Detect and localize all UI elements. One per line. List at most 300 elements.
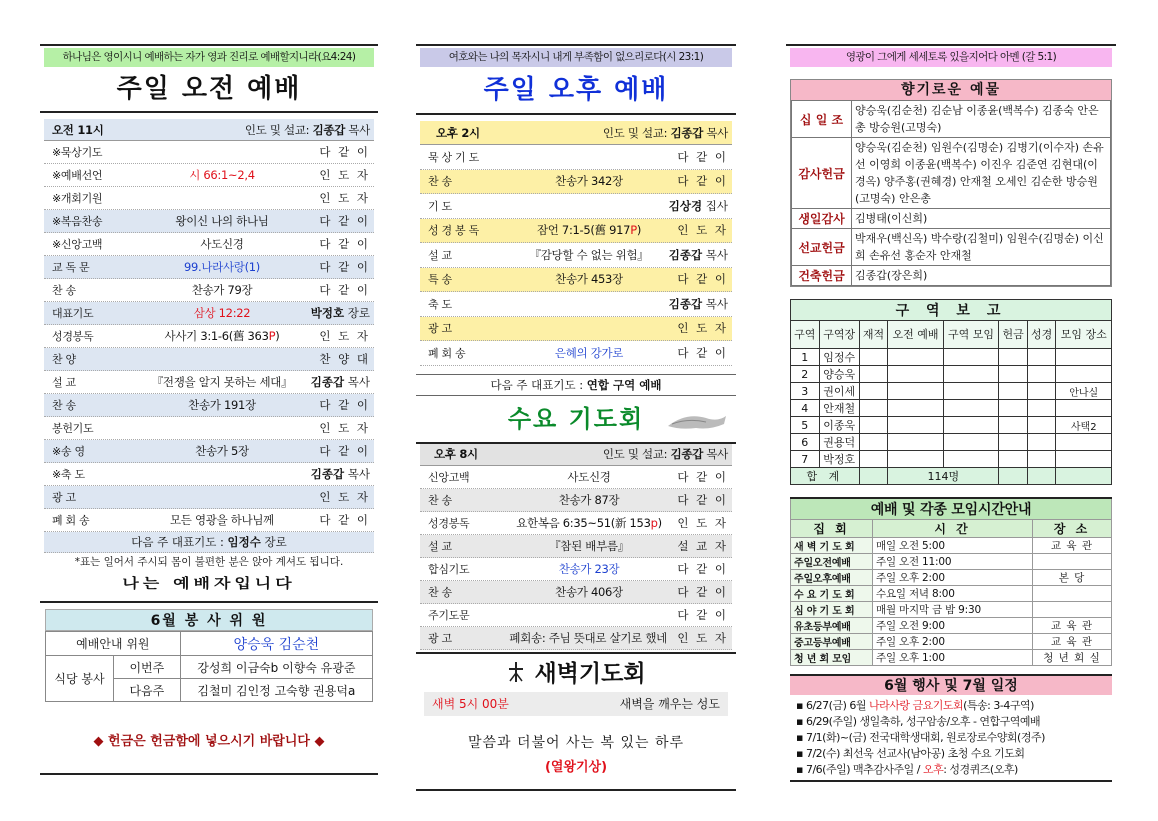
row-person: 다 같 이	[677, 272, 728, 287]
row-person: 인 도 자	[319, 168, 370, 182]
district-title-row	[791, 300, 1112, 321]
district-row	[791, 434, 1112, 451]
wednesday-title: 수요 기도회	[507, 404, 645, 433]
service-row	[420, 292, 732, 317]
row-content: 찬송가 342장	[555, 174, 623, 189]
district-cell	[1027, 434, 1056, 451]
row-item: 폐 회 송	[428, 346, 466, 360]
district-total: 114명	[888, 468, 999, 485]
divider	[786, 44, 1116, 46]
daily-verse-source: (열왕기상)	[544, 759, 608, 775]
district-cell: 사택2	[1056, 417, 1112, 434]
right-column	[786, 44, 1116, 782]
district-row	[791, 383, 1112, 400]
times-meeting: 주일오후예배	[791, 570, 873, 586]
times-row	[791, 570, 1112, 586]
times-time: 주일 오전 9:00	[873, 618, 1033, 634]
district-header: 구역 모임	[943, 321, 999, 349]
times-title-row	[791, 498, 1112, 520]
row-item: 성경봉독	[52, 330, 94, 343]
service-row	[420, 268, 732, 293]
row-item: 설 교	[428, 539, 452, 553]
row-content: 『전쟁을 알지 못하는 세대』	[151, 375, 293, 389]
row-item: 성경봉독	[428, 516, 470, 530]
district-cell: 안재철	[819, 400, 859, 417]
next-week-label: 다음주	[114, 679, 181, 702]
row-content: 찬송가 87장	[558, 492, 620, 507]
district-cell: 2	[791, 366, 820, 383]
committee-title: 6월 봉 사 위 원	[45, 609, 373, 631]
service-row	[420, 145, 732, 170]
row-content: 은혜의 강가로	[554, 345, 624, 360]
offering-type: 건축헌금	[792, 266, 852, 286]
service-leader: 인도 및 설교: 김종갑 목사	[602, 125, 728, 140]
times-time: 수요일 저녁 8:00	[873, 586, 1033, 602]
district-cell: 권이세	[819, 383, 859, 400]
event-item: ▪ 7/2(수) 최선욱 선교사(남아공) 초청 수요 기도회	[796, 747, 1025, 760]
row-item: 묵 상 기 도	[428, 150, 479, 164]
meeting-times	[790, 497, 1112, 666]
district-header: 재적	[859, 321, 888, 349]
row-content: 찬송가 23장	[558, 561, 620, 576]
service-row	[420, 243, 732, 268]
events-section	[790, 674, 1112, 778]
service-row	[420, 627, 732, 650]
district-total-row	[791, 468, 1112, 485]
service-leader: 인도 및 설교: 김종갑 목사	[602, 447, 728, 461]
district-cell	[943, 434, 999, 451]
times-place: 교 육 관	[1033, 634, 1112, 650]
row-person: 다 같 이	[677, 492, 728, 507]
this-week-names: 강성희 이금숙b 이향숙 유광준	[180, 656, 372, 679]
district-cell: 이종욱	[819, 417, 859, 434]
district-row	[791, 451, 1112, 468]
district-row	[791, 400, 1112, 417]
district-header: 성경	[1027, 321, 1056, 349]
row-item: 특 송	[428, 273, 452, 287]
district-cell	[1056, 451, 1112, 468]
row-person: 김종갑 목사	[668, 247, 728, 262]
row-item: 찬 송	[52, 284, 76, 297]
divider	[40, 111, 378, 113]
event-item: ▪ 7/6(주일) 맥추감사주일 / 오후: 성경퀴즈(오후)	[796, 763, 1018, 776]
service-row	[44, 164, 374, 187]
row-person: 김상경 집사	[668, 198, 728, 213]
row-item: ※묵상기도	[52, 146, 103, 159]
divider	[416, 44, 736, 46]
times-time: 매일 오전 5:00	[873, 538, 1033, 554]
row-item: 축 도	[428, 297, 452, 311]
row-person: 다 같 이	[319, 145, 370, 159]
divider	[40, 773, 378, 775]
times-row	[791, 650, 1112, 666]
district-cell	[1056, 349, 1112, 366]
district-cell	[999, 434, 1028, 451]
district-cell	[859, 468, 888, 485]
district-cell	[943, 383, 999, 400]
service-row	[420, 317, 732, 342]
row-item: 교 독 문	[52, 261, 90, 274]
district-cell: 4	[791, 400, 820, 417]
row-person: 인 도 자	[319, 191, 370, 205]
district-cell	[1056, 400, 1112, 417]
row-item: 설 교	[52, 376, 76, 389]
district-cell	[999, 400, 1028, 417]
district-cell	[943, 451, 999, 468]
row-item: 광 고	[428, 631, 452, 645]
slogan: 나는 예배자입니다	[122, 576, 296, 592]
row-person: 다 같 이	[677, 584, 728, 599]
district-cell	[1027, 383, 1056, 400]
dawn-time: 새벽 5시 00분	[432, 696, 509, 711]
times-header: 장 소	[1033, 520, 1112, 538]
district-cell	[888, 400, 944, 417]
offering-type: 감사헌금	[792, 138, 852, 209]
wednesday-order	[420, 466, 732, 650]
times-time: 주일 오후 2:00	[873, 570, 1033, 586]
times-time: 주일 오전 11:00	[873, 554, 1033, 570]
middle-column	[416, 44, 736, 791]
row-person: 다 같 이	[677, 607, 728, 622]
offering-type: 생일감사	[792, 209, 852, 229]
district-cell	[943, 400, 999, 417]
divider	[416, 789, 736, 791]
dawn-info	[424, 692, 728, 716]
row-item: 주기도문	[428, 608, 470, 622]
row-person: 인 도 자	[677, 321, 728, 336]
event-item: ▪ 7/1(화)~(금) 전국대학생대회, 원로장로수양회(경주)	[796, 731, 1045, 744]
row-person: 박정호 장로	[310, 306, 370, 320]
service-row	[420, 489, 732, 512]
service-row	[420, 604, 732, 627]
row-item: 찬 송	[428, 585, 452, 599]
offering-row	[792, 229, 1111, 266]
row-person: 설 교 자	[677, 538, 728, 553]
offering-names: 박재우(백신옥) 박수랑(김철미) 임원수(김명순) 이신희 손유선 홍순자 안재철	[852, 229, 1111, 266]
times-meeting: 유초등부예배	[791, 618, 873, 634]
times-title: 예배 및 각종 모임시간안내	[791, 498, 1112, 520]
praying-hands-icon	[666, 410, 728, 432]
district-total-label: 합 계	[791, 468, 860, 485]
event-item: ▪ 6/27(금) 6월 나라사랑 금요기도회(특송: 3-4구역)	[796, 699, 1034, 712]
service-row	[44, 325, 374, 348]
times-header-row	[791, 520, 1112, 538]
district-cell	[859, 400, 888, 417]
service-row	[420, 341, 732, 366]
district-cell	[1056, 434, 1112, 451]
offering-names: 양승욱(김순천) 김순남 이종윤(백복수) 김종숙 안은총 방승원(고명숙)	[852, 101, 1111, 138]
district-cell	[999, 417, 1028, 434]
service-row	[420, 581, 732, 604]
district-cell: 6	[791, 434, 820, 451]
row-person: 다 같 이	[319, 260, 370, 274]
row-person: 인 도 자	[319, 421, 370, 435]
row-person: 다 같 이	[677, 469, 728, 484]
row-item: 설 교	[428, 248, 452, 262]
district-cell: 5	[791, 417, 820, 434]
district-cell	[1027, 468, 1056, 485]
left-column	[40, 44, 378, 775]
district-cell: 3	[791, 383, 820, 400]
row-person: 김종갑 목사	[668, 296, 728, 311]
row-content: 폐회송: 주님 뜻대로 살기로 했네	[509, 630, 667, 645]
row-content: 삼상 12:22	[193, 306, 251, 320]
times-header: 시 간	[873, 520, 1033, 538]
offering-names: 양승욱(김순천) 임원수(김명순) 김병기(이수자) 손유선 이영희 이종윤(백복수) 이진우 김준연 김현대(이경옥) 양주홍(권혜경) 안재철 오세인 김순한 방승원(고명숙) 안은총	[852, 138, 1111, 209]
row-person: 다 같 이	[677, 149, 728, 164]
row-person: 인 도 자	[319, 329, 370, 343]
district-cell	[1027, 366, 1056, 383]
row-item: 대표기도	[52, 307, 94, 320]
service-header	[420, 121, 732, 145]
district-cell	[888, 349, 944, 366]
offering-row	[792, 266, 1111, 286]
row-person: 인 도 자	[677, 515, 728, 530]
service-row	[44, 233, 374, 256]
row-item: 광 고	[52, 491, 76, 504]
event-item: ▪ 6/29(주일) 생일축하, 성구암송/오후 - 연합구역예배	[796, 715, 1041, 728]
service-committee	[45, 609, 373, 702]
row-item: ※복음찬송	[52, 215, 103, 228]
times-time: 매월 마지막 금 밤 9:30	[873, 602, 1033, 618]
divider	[40, 44, 378, 46]
district-cell: 7	[791, 451, 820, 468]
row-content: 찬송가 5장	[195, 444, 249, 458]
row-item: ※개회기원	[52, 192, 103, 205]
offering-row	[792, 138, 1111, 209]
cross-icon	[506, 661, 526, 683]
row-item: 폐 회 송	[52, 514, 90, 527]
district-row	[791, 349, 1112, 366]
row-item: 찬 송	[428, 175, 452, 189]
times-time: 주일 오후 1:00	[873, 650, 1033, 666]
service-header	[44, 119, 374, 141]
divider	[40, 601, 378, 603]
row-content: 사도신경	[567, 469, 611, 484]
times-meeting: 청 년 회 모임	[791, 650, 873, 666]
row-person: 인 도 자	[319, 490, 370, 504]
offering-type: 선교헌금	[792, 229, 852, 266]
row-content: 찬송가 191장	[188, 398, 256, 412]
service-row	[44, 302, 374, 325]
district-cell: 박정호	[819, 451, 859, 468]
service-row	[44, 210, 374, 233]
row-item: 찬 양	[52, 353, 76, 366]
row-person: 다 같 이	[677, 345, 728, 360]
district-cell: 권용덕	[819, 434, 859, 451]
order-of-service	[420, 145, 732, 366]
times-meeting: 중고등부예배	[791, 634, 873, 650]
service-row	[420, 512, 732, 535]
row-item: ※축 도	[52, 468, 85, 481]
times-place	[1033, 586, 1112, 602]
district-cell	[888, 383, 944, 400]
order-of-service	[44, 141, 374, 532]
district-cell	[859, 349, 888, 366]
district-cell	[999, 366, 1028, 383]
service-row	[44, 417, 374, 440]
offering-note: ◆ 헌금은 헌금함에 넣으시기 바랍니다 ◆	[93, 734, 325, 749]
guide-names: 양승욱 김순천	[180, 632, 372, 656]
district-cell	[859, 417, 888, 434]
times-row	[791, 586, 1112, 602]
divider	[416, 113, 736, 115]
row-item: ※예배선언	[52, 169, 103, 182]
district-report	[790, 299, 1112, 485]
times-time: 주일 오후 2:00	[873, 634, 1033, 650]
row-item: 찬 송	[428, 493, 452, 507]
district-cell	[999, 468, 1028, 485]
district-cell	[1056, 366, 1112, 383]
district-cell	[888, 451, 944, 468]
service-row	[420, 466, 732, 489]
offering-type: 십 일 조	[792, 101, 852, 138]
district-cell: 안나실	[1056, 383, 1112, 400]
row-item: 봉헌기도	[52, 422, 94, 435]
row-person: 다 같 이	[677, 561, 728, 576]
dawn-people: 새벽을 깨우는 성도	[619, 696, 720, 711]
row-content: 왕이신 나의 하나님	[175, 214, 269, 228]
row-person: 인 도 자	[677, 630, 728, 645]
times-meeting: 심 야 기 도 회	[791, 602, 873, 618]
district-cell	[888, 366, 944, 383]
district-cell	[859, 451, 888, 468]
service-row	[44, 463, 374, 486]
row-content: 찬송가 453장	[555, 272, 623, 287]
standing-note: *표는 일어서 주시되 몸이 불편한 분은 앉아 계셔도 됩니다.	[74, 556, 344, 568]
times-header: 집 회	[791, 520, 873, 538]
times-place: 교 육 관	[1033, 618, 1112, 634]
district-header: 오전 예배	[888, 321, 944, 349]
times-place: 본 당	[1033, 570, 1112, 586]
service-time: 오전 11시	[52, 122, 104, 137]
district-cell	[999, 451, 1028, 468]
next-week-names: 김철미 김인정 고숙향 권용덕a	[180, 679, 372, 702]
row-item: 합심기도	[428, 562, 470, 576]
times-place: 청 년 회 실	[1033, 650, 1112, 666]
district-header-row	[791, 321, 1112, 349]
row-content: 『참된 배부름』	[549, 538, 629, 553]
district-cell: 임정수	[819, 349, 859, 366]
row-content: 찬송가 406장	[555, 584, 623, 599]
service-row	[44, 371, 374, 394]
service-row	[420, 170, 732, 195]
service-row	[44, 509, 374, 532]
district-header: 헌금	[999, 321, 1028, 349]
district-cell: 양승욱	[819, 366, 859, 383]
service-row	[420, 535, 732, 558]
daily-verse: 말씀과 더불어 사는 복 있는 하루	[467, 734, 685, 751]
times-place: 교 육 관	[1033, 538, 1112, 554]
offering-names: 김병태(이신희)	[852, 209, 1111, 229]
offering-names: 김종갑(장은희)	[852, 266, 1111, 286]
row-person: 김종갑 목사	[310, 467, 370, 481]
district-header: 구역	[791, 321, 820, 349]
district-row	[791, 366, 1112, 383]
verse-banner: 영광이 그에게 세세토록 있을지어다 아멘 (갈 5:1)	[790, 48, 1112, 67]
page-title: 주일 오후 예배	[483, 75, 669, 105]
times-row	[791, 634, 1112, 650]
times-row	[791, 602, 1112, 618]
wednesday-header	[420, 444, 732, 466]
district-cell	[943, 417, 999, 434]
district-header: 구역장	[819, 321, 859, 349]
district-header: 모임 장소	[1056, 321, 1112, 349]
row-item: ※송 영	[52, 445, 85, 458]
verse-banner: 하나님은 영이시니 예배하는 자가 영과 진리로 예배할지니라(요4:24)	[44, 48, 374, 67]
dawn-title: 새벽기도회	[534, 661, 646, 687]
divider	[790, 780, 1112, 782]
row-person: 인 도 자	[677, 223, 728, 238]
row-item: 신앙고백	[428, 470, 470, 484]
service-row	[420, 219, 732, 244]
district-cell	[1056, 468, 1112, 485]
row-content: 사사기 3:1-6(舊 363P)	[164, 329, 280, 343]
row-person: 다 같 이	[319, 513, 370, 527]
row-person: 다 같 이	[319, 283, 370, 297]
district-row	[791, 417, 1112, 434]
verse-banner: 여호와는 나의 목자시니 내게 부족함이 없으리로다(시 23:1)	[420, 48, 732, 67]
offering-row	[792, 101, 1111, 138]
row-content: 『감당할 수 없는 위험』	[529, 247, 649, 262]
row-content: 99.나라사랑(1)	[183, 260, 260, 274]
district-cell	[888, 434, 944, 451]
district-cell	[1027, 400, 1056, 417]
row-content: 요한복음 6:35~51(新 153p)	[516, 515, 662, 530]
guide-label: 예배안내 위원	[46, 632, 181, 656]
row-item: 성 경 봉 독	[428, 224, 479, 238]
service-row	[420, 194, 732, 219]
row-content: 시 66:1~2,4	[189, 168, 255, 182]
offering-title: 향기로운 예물	[791, 80, 1111, 100]
district-cell	[999, 349, 1028, 366]
kitchen-label: 식당 봉사	[46, 656, 114, 702]
district-cell	[859, 434, 888, 451]
row-item: 기 도	[428, 199, 452, 213]
row-person: 다 같 이	[319, 237, 370, 251]
district-cell	[888, 417, 944, 434]
page-title: 주일 오전 예배	[116, 74, 302, 104]
service-row	[44, 394, 374, 417]
next-prayer: 다음 주 대표기도 : 임정수 장로	[44, 532, 374, 553]
district-cell	[859, 366, 888, 383]
times-place	[1033, 554, 1112, 570]
district-title: 구 역 보 고	[791, 300, 1112, 321]
service-time: 오후 8시	[434, 447, 478, 461]
times-row	[791, 554, 1112, 570]
row-item: ※신앙고백	[52, 238, 103, 251]
district-cell: 1	[791, 349, 820, 366]
row-person: 다 같 이	[319, 444, 370, 458]
offering-section	[790, 79, 1112, 287]
times-row	[791, 618, 1112, 634]
service-row	[44, 141, 374, 164]
row-item: 찬 송	[52, 399, 76, 412]
row-person: 다 같 이	[319, 398, 370, 412]
row-item: 광 고	[428, 322, 452, 336]
service-row	[44, 440, 374, 463]
row-person: 찬 양 대	[319, 352, 370, 366]
next-prayer: 다음 주 대표기도 : 연합 구역 예배	[490, 377, 662, 392]
district-cell	[1027, 451, 1056, 468]
row-person: 다 같 이	[677, 174, 728, 189]
row-person: 김종갑 목사	[310, 375, 370, 389]
times-place	[1033, 602, 1112, 618]
this-week-label: 이번주	[114, 656, 181, 679]
row-content: 사도신경	[200, 237, 244, 251]
service-row	[44, 486, 374, 509]
row-content: 찬송가 79장	[191, 283, 253, 297]
